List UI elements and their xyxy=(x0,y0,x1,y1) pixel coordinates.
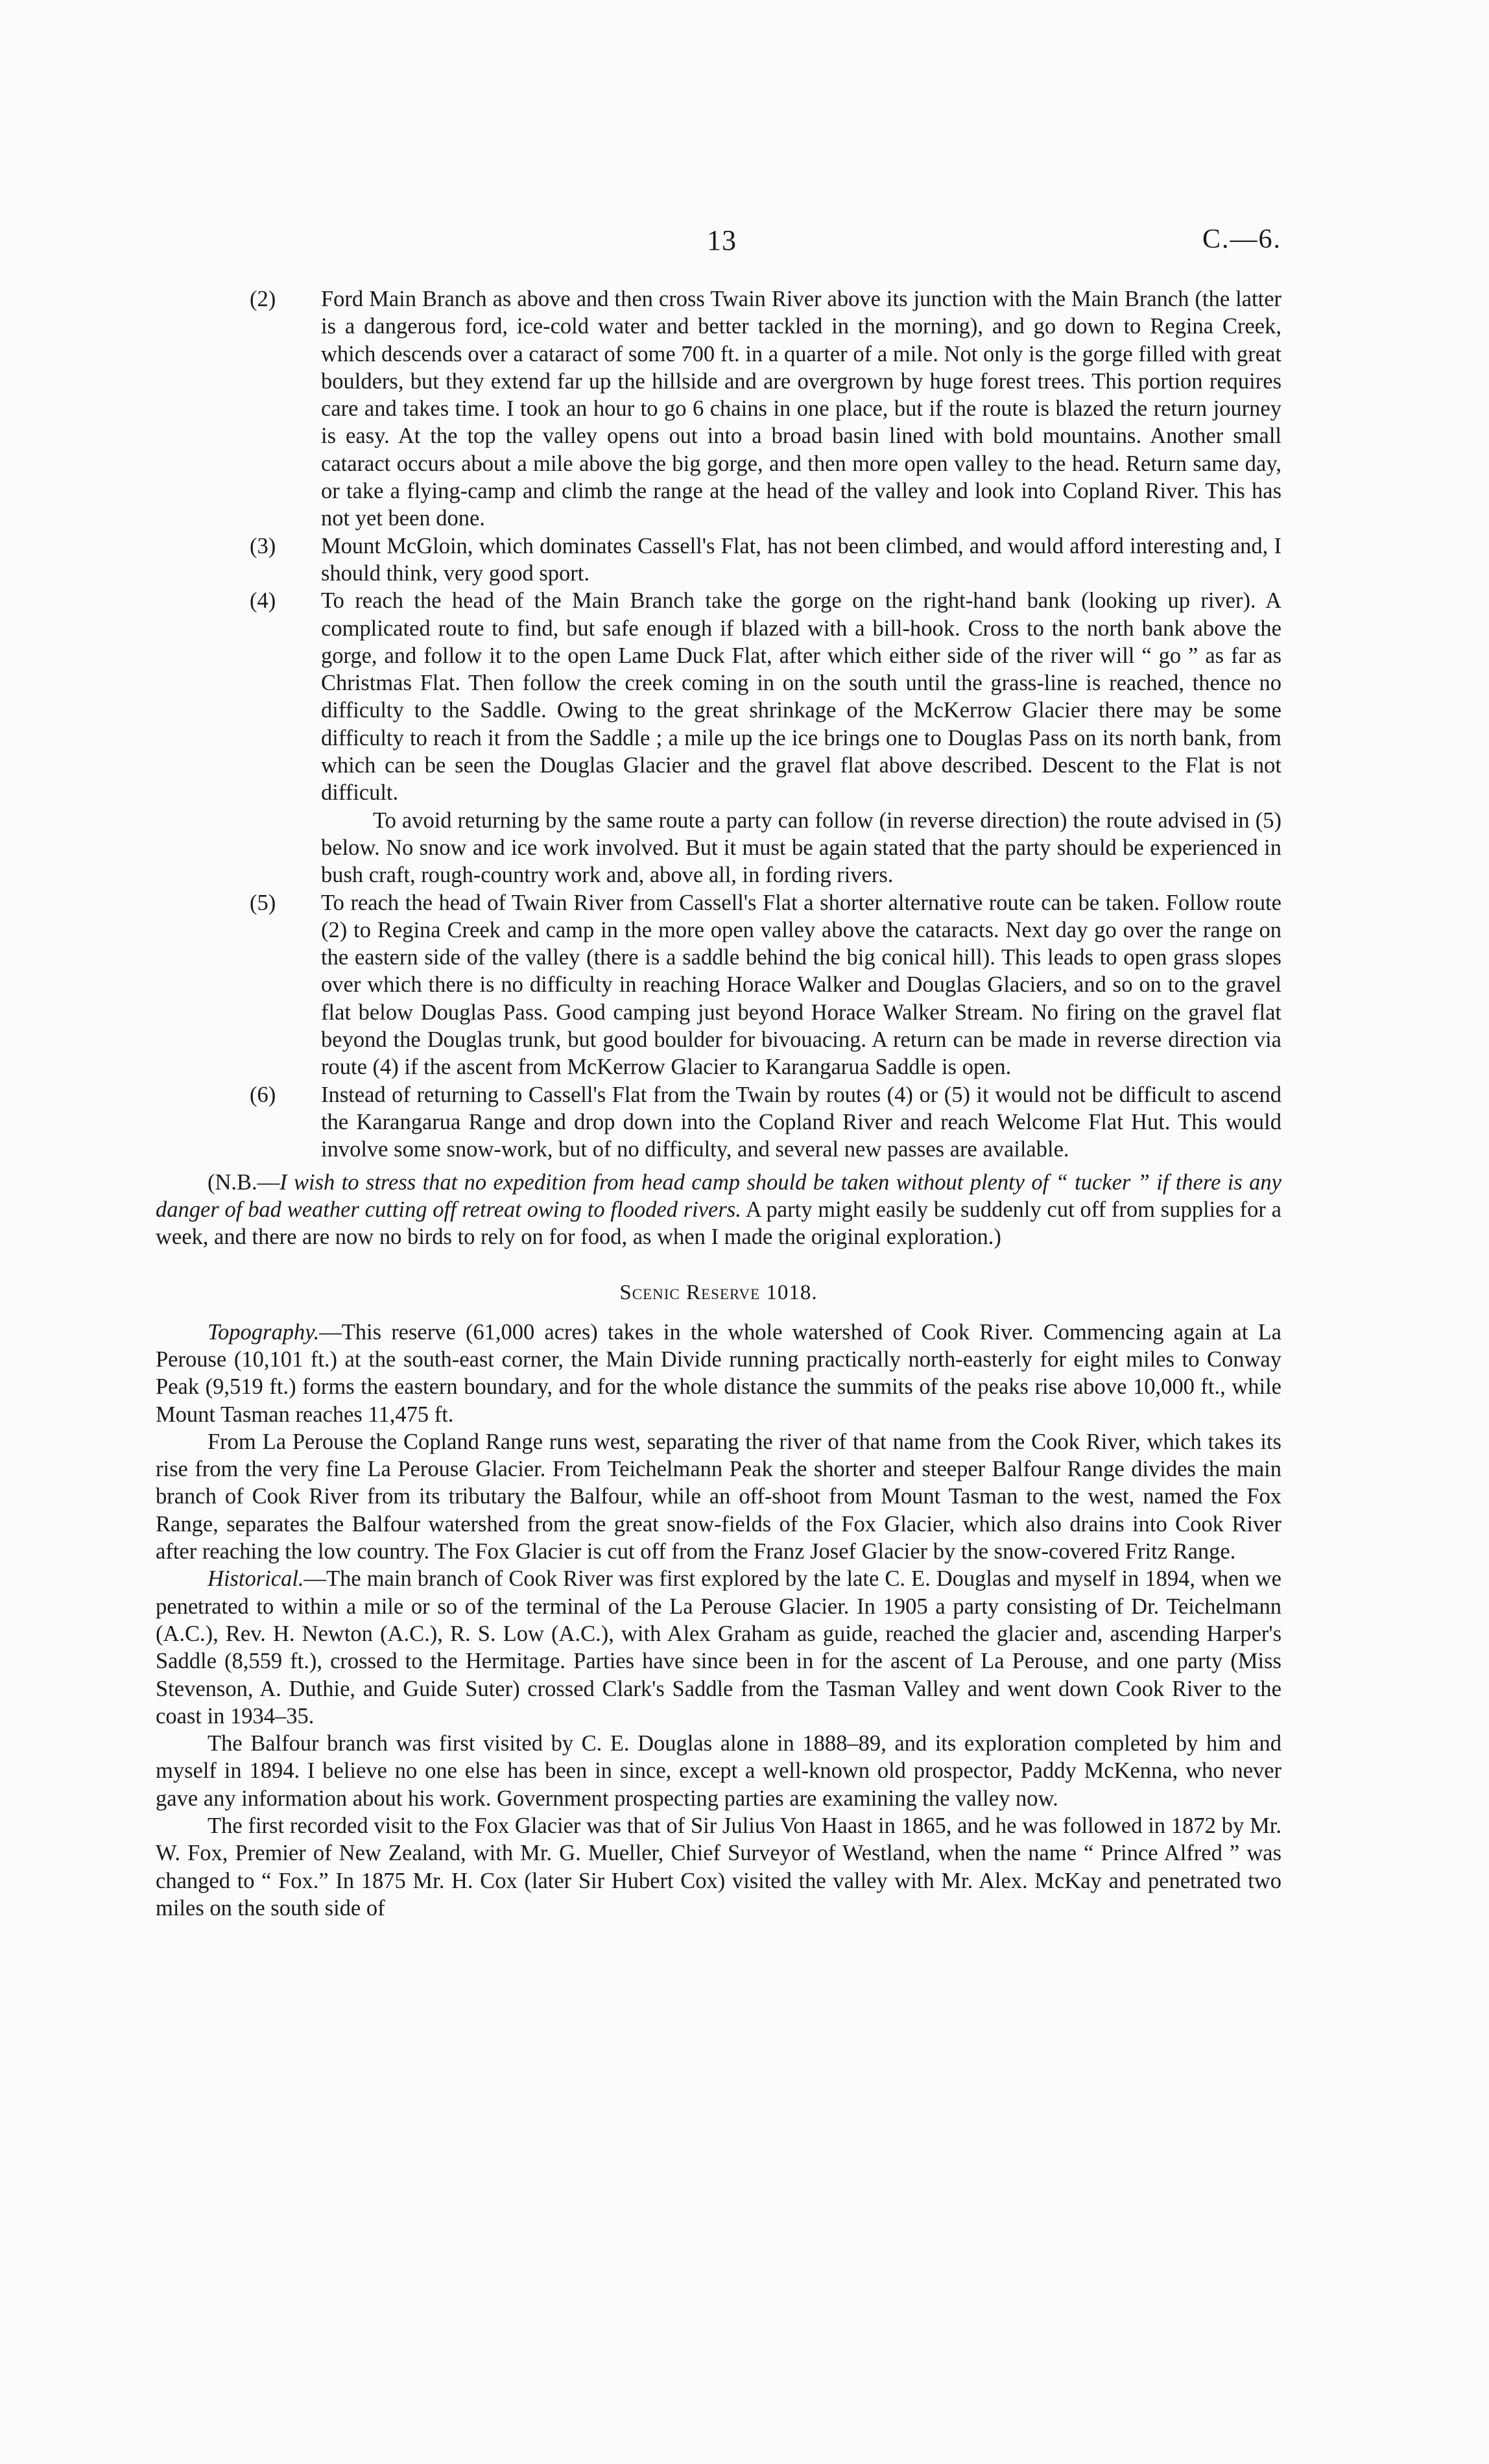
body-paragraph xyxy=(156,1812,1281,1922)
item-number: (3) xyxy=(250,533,276,558)
note-rest: A party might easily be suddenly cut off from supplies for a week, and there are now no birds to rely on for food, as when I made the original exploration.) xyxy=(156,1197,1281,1250)
page-number: 13 xyxy=(707,224,737,256)
item-number: (4) xyxy=(250,588,276,614)
section-heading: Scenic Reserve 1018. xyxy=(619,1281,818,1305)
body-paragraph xyxy=(156,1730,1281,1812)
body-paragraph xyxy=(156,1565,1281,1730)
document-reference: C.—6. xyxy=(1202,224,1281,254)
body-paragraph xyxy=(156,1428,1281,1565)
item-number: (6) xyxy=(250,1082,276,1107)
item-text: Ford Main Branch as above and then cross Twain River above its junction with the Main Branch (the latter is a dangerous ford, ice-cold water and better tackled in the morning), and go down to Regina Creek, which descends over a cataract of some 700 ft. in a quarter of a mile. Not only is the gorge filled with great boulders, but they extend far up the hillside and are overgrown by huge forest trees. This portion requires care and takes time. I took an hour to go 6 chains in one place, but if the route is blazed the return journey is easy. At the top the valley opens out into a broad basin lined with bold mountains. Another small cataract occurs about a mile above the big gorge, and then more open valley to the head. Return same day, or take a flying-camp and climb the range at the head of the valley and look into Copland River. This has not yet been done. xyxy=(321,287,1281,531)
item-text: To reach the head of Twain River from Cassell's Flat a shorter alternative route can be taken. Follow route (2) to Regina Creek and camp in the more open valley above the cataracts. Next day go over the range on the eastern side of the valley (there is a saddle behind the big conical hill). This leads to open grass slopes over which there is no difficulty in reaching Horace Walker and Douglas Glaciers, and so on to the gravel flat below Douglas Pass. Good camping just beyond Horace Walker Stream. No firing on the gravel flat beyond the Douglas trunk, but good boulder for bivouacing. A return can be made in reverse direction via route (4) if the ascent from McKerrow Glacier to Karangarua Saddle is open. xyxy=(321,890,1281,1080)
note-lead: (N.B.— xyxy=(208,1169,280,1195)
item-continuation: To avoid returning by the same route a party can follow (in reverse direction) the route advised in (5) below. No snow and ice work involved. But it must be again stated that the party should be experienced in bush craft, rough-country work and, above all, in fording rivers. xyxy=(321,807,1281,888)
page-body xyxy=(156,285,1281,1922)
paragraph-text: The Balfour branch was first visited by C. E. Douglas alone in 1888–89, and its exploration completed by him and myself in 1894. I believe no one else has been in since, except a well-known old prospector, Paddy McKenna, who never gave any information about his work. Government prospecting parties are examining the valley now. xyxy=(156,1731,1281,1811)
paragraph-text: —This reserve (61,000 acres) takes in the whole watershed of Cook River. Commencing again at La Perouse (10,101 ft.) at the south-east corner, the Main Divide running practically north-easterly for eight miles to Conway Peak (9,519 ft.) forms the eastern boundary, and for the whole distance the summits of the peaks rise above 10,000 ft., while Mount Tasman reaches 11,475 ft. xyxy=(156,1319,1281,1427)
list-item xyxy=(156,889,1281,1081)
paragraph-text: From La Perouse the Copland Range runs west, separating the river of that name from the Cook River, which takes its rise from the very fine La Perouse Glacier. From Teichelmann Peak the shorter and steeper Balfour Range divides the main branch of Cook River from its tributary the Balfour, while an off-shoot from Mount Tasman to the west, named the Fox Range, separates the Balfour watershed from the great snow-fields of the Fox Glacier, which also drains into Cook River after reaching the low country. The Fox Glacier is cut off from the Franz Josef Glacier by the snow-covered Fritz Range. xyxy=(156,1429,1281,1564)
list-item xyxy=(156,587,1281,889)
item-number: (2) xyxy=(250,287,276,311)
list-item xyxy=(156,1081,1281,1164)
list-item xyxy=(156,532,1281,588)
paragraph-label: Historical. xyxy=(208,1566,304,1592)
list-item xyxy=(156,285,1281,532)
item-text: Instead of returning to Cassell's Flat from the Twain by routes (4) or (5) it would not be difficult to ascend the Karangarua Range and drop down into the Copland River and reach Welcome Flat Hut. This would involve some snow-work, but of no difficulty, and several new passes are available. xyxy=(321,1082,1281,1162)
note-paragraph xyxy=(156,1169,1281,1251)
paragraph-text: The first recorded visit to the Fox Glacier was that of Sir Julius Von Haast in 1865, and he was followed in 1872 by Mr. W. Fox, Premier of New Zealand, with Mr. G. Mueller, Chief Surveyor of Westland, when the name “ Prince Alfred ” was changed to “ Fox.” In 1875 Mr. H. Cox (later Sir Hubert Cox) visited the valley with Mr. Alex. McKay and penetrated two miles on the south side of xyxy=(156,1813,1281,1920)
item-text: To reach the head of the Main Branch take the gorge on the right-hand bank (looking up river). A complicated route to find, but safe enough if blazed with a bill-hook. Cross to the north bank above the gorge, and follow it to the open Lame Duck Flat, after which either side of the river will “ go ” as far as Christmas Flat. Then follow the creek coming in on the south until the grass-line is reached, thence no difficulty to the Saddle. Owing to the great shrinkage of the McKerrow Glacier there may be some difficulty to reach it from the Saddle ; a mile up the ice brings one to Douglas Pass on its north bank, from which can be seen the Douglas Glacier and the gravel flat above described. Descent to the Flat is not difficult. xyxy=(321,588,1281,806)
paragraph-text: —The main branch of Cook River was first explored by the late C. E. Douglas and myself in 1894, when we penetrated to within a mile or so of the terminal of the La Perouse Glacier. In 1905 a party consisting of Dr. Teichelmann (A.C.), Rev. H. Newton (A.C.), R. S. Low (A.C.), with Alex Graham as guide, reached the glacier and, ascending Harper's Saddle (8,559 ft.), crossed to the Hermitage. Parties have since been in for the ascent of La Perouse, and one party (Miss Stevenson, A. Duthie, and Guide Suter) crossed Clark's Saddle from the Tasman Valley and went down Cook River to the coast in 1934–35. xyxy=(156,1566,1281,1728)
body-paragraph xyxy=(156,1319,1281,1428)
note-emphasis: I wish to stress that no expedition from head camp should be taken without plenty of “ tucker ” if there is any danger of bad weather cutting off retreat owing to flooded rivers. xyxy=(156,1169,1281,1222)
item-text: Mount McGloin, which dominates Cassell's Flat, has not been climbed, and would afford interesting and, I should think, very good sport. xyxy=(321,533,1281,586)
item-number: (5) xyxy=(250,890,276,915)
paragraph-label: Topography. xyxy=(208,1319,320,1345)
